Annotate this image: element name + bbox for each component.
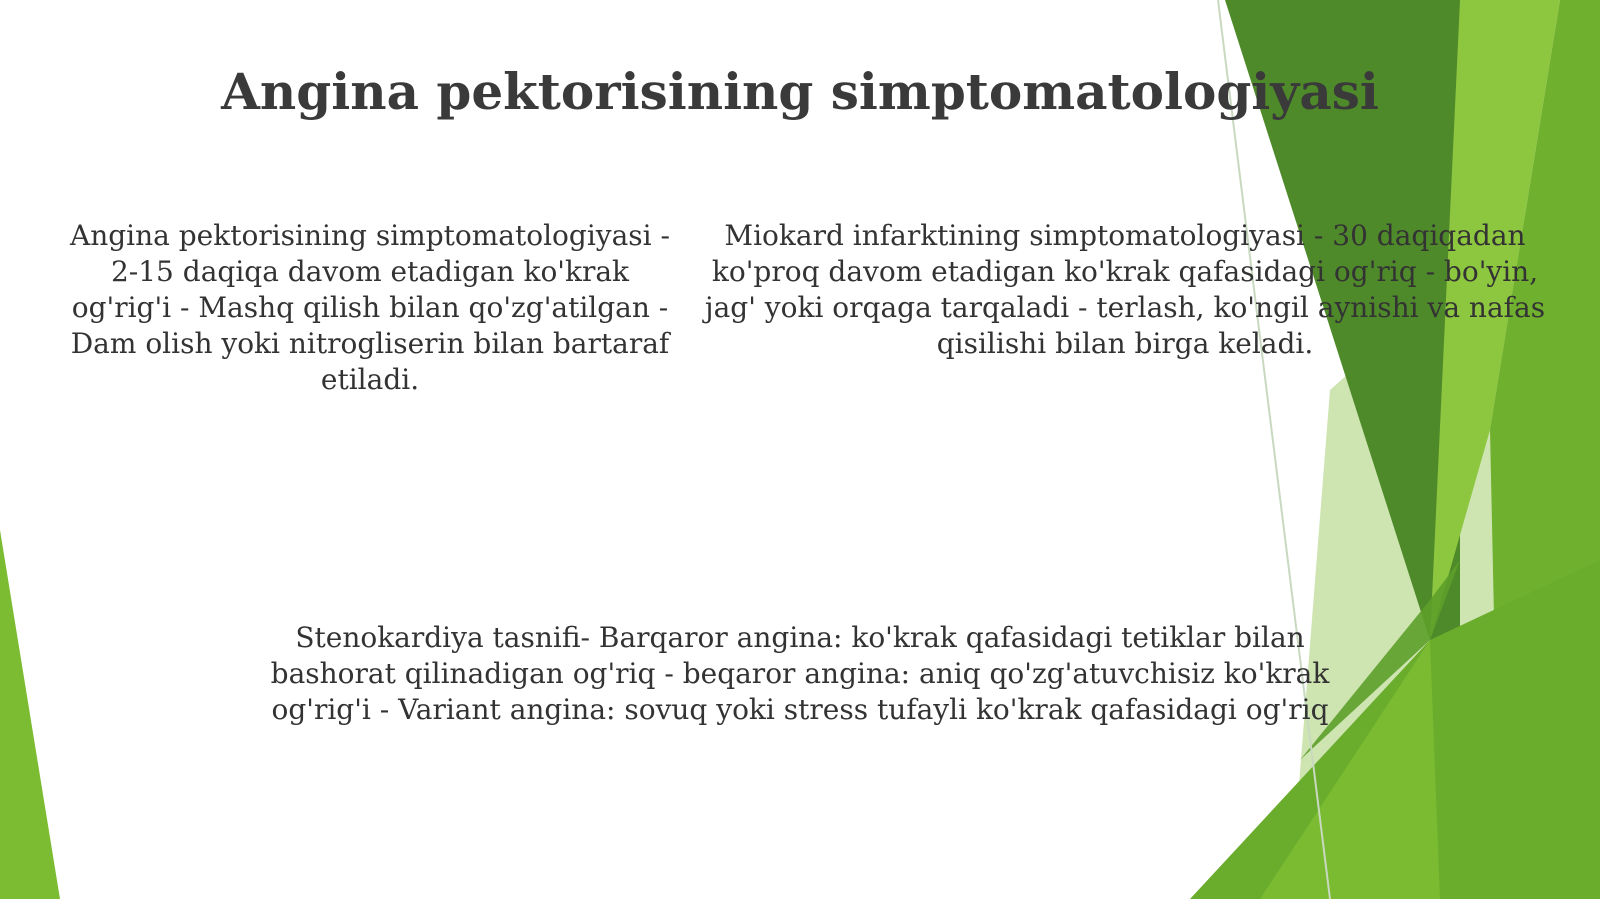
left-text-block: Angina pektorisining simptomatologiyasi - 2-15 daqiqa davom etadigan ko'krak og'rig'i - Mashq qilish bilan qo'zg'atilgan - Dam olish yoki nitrogliserin bilan bartaraf etiladi. <box>70 219 670 396</box>
bottom-text-block: Stenokardiya tasnifi- Barqaror angina: ko'krak qafasidagi tetiklar bilan bashorat qilinadigan og'riq - beqaror angina: aniq qo'zg'atuvchisiz ko'krak og'rig'i - Variant angina: sovuq yoki stress tufayli ko'krak qafasidagi og'riq <box>270 621 1330 726</box>
slide-title: Angina pektorisining simptomatologiyasi <box>221 62 1379 121</box>
right-text-block: Miokard infarktining simptomatologiyasi - 30 daqiqadan ko'proq davom etadigan ko'krak qafasidagi og'riq - bo'yin, jag' yoki orqaga tarqaladi - terlash, ko'ngil aynishi va nafas qisilishi bilan birga keladi. <box>704 219 1546 360</box>
